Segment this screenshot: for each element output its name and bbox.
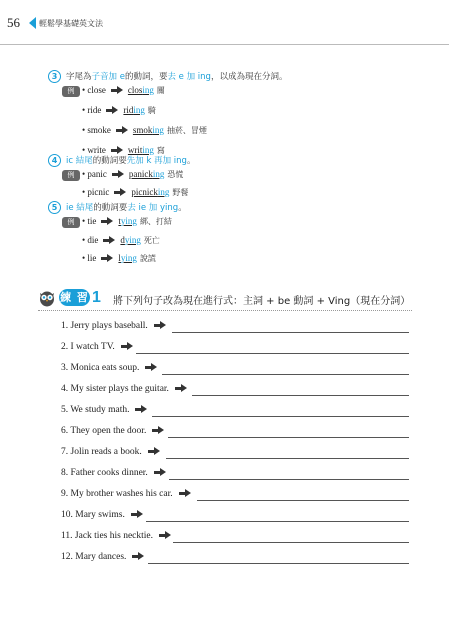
arrow-right-icon xyxy=(159,531,171,539)
arrow-right-icon xyxy=(101,254,113,262)
header-divider xyxy=(0,44,449,45)
practice-number: 1 xyxy=(92,289,101,306)
arrow-right-icon xyxy=(101,217,113,225)
arrow-right-icon xyxy=(111,86,123,94)
arrow-right-icon xyxy=(132,552,144,560)
question-3: 3. Monica eats soup. xyxy=(61,363,163,377)
question-10: 10. Mary swims. xyxy=(61,510,149,524)
question-11: 11. Jack ties his necktie. xyxy=(61,531,177,545)
question-9: 9. My brother washes his car. xyxy=(61,489,197,503)
example-panic: • panic panicking 恐慌 xyxy=(82,169,184,179)
practice-instruction: 將下列句子改為現在進行式：主詞 + be 動詞 + Ving（現在分詞） xyxy=(113,296,411,307)
rule-number: 4 xyxy=(48,154,61,167)
question-7: 7. Jolin reads a book. xyxy=(61,447,166,461)
answer-blank[interactable] xyxy=(172,332,409,333)
example-close: • close closing 關 xyxy=(82,85,165,95)
arrow-right-icon xyxy=(154,321,166,329)
question-5: 5. We study math. xyxy=(61,405,153,419)
rule-number: 3 xyxy=(48,70,61,83)
question-8: 8. Father cooks dinner. xyxy=(61,468,172,482)
example-write: • write writing 寫 xyxy=(82,145,165,155)
question-6: 6. They open the door. xyxy=(61,426,170,440)
arrow-right-icon xyxy=(121,342,133,350)
question-4: 4. My sister plays the guitar. xyxy=(61,384,193,398)
question-12: 12. Mary dances. xyxy=(61,552,150,566)
example-smoke: • smoke smoking 抽菸、冒煙 xyxy=(82,125,207,135)
header-triangle-icon xyxy=(29,17,36,29)
rule-number: 5 xyxy=(48,201,61,214)
arrow-right-icon xyxy=(131,510,143,518)
example-picnic: • picnic picnicking 野餐 xyxy=(82,187,189,197)
arrow-right-icon xyxy=(103,236,115,244)
answer-blank[interactable] xyxy=(152,416,409,417)
answer-blank[interactable] xyxy=(148,563,409,564)
example-badge: 例 xyxy=(62,217,80,228)
arrow-right-icon xyxy=(106,106,118,114)
example-die: • die dying 死亡 xyxy=(82,235,160,245)
arrow-right-icon xyxy=(135,405,147,413)
arrow-right-icon xyxy=(111,146,123,154)
dotted-divider xyxy=(38,310,412,311)
answer-blank[interactable] xyxy=(136,353,409,354)
rule-4-heading: 4 ic 結尾的動詞要先加 k 再加 ing。 xyxy=(48,154,195,167)
answer-blank[interactable] xyxy=(162,374,409,375)
question-2: 2. I watch TV. xyxy=(61,342,139,356)
answer-blank[interactable] xyxy=(166,458,409,459)
arrow-right-icon xyxy=(154,468,166,476)
answer-blank[interactable] xyxy=(168,437,409,438)
owl-icon xyxy=(38,289,56,307)
arrow-right-icon xyxy=(179,489,191,497)
rule-3-heading: 3 字尾為子音加 e的動詞，要去 e 加 ing，以成為現在分詞。 xyxy=(48,70,287,83)
answer-blank[interactable] xyxy=(173,542,409,543)
arrow-right-icon xyxy=(114,188,126,196)
arrow-right-icon xyxy=(152,426,164,434)
arrow-right-icon xyxy=(148,447,160,455)
answer-blank[interactable] xyxy=(169,479,409,480)
arrow-right-icon xyxy=(145,363,157,371)
example-lie: • lie lying 說謊 xyxy=(82,253,156,263)
example-badge: 例 xyxy=(62,86,80,97)
answer-blank[interactable] xyxy=(197,500,409,501)
practice-badge: 練 習 xyxy=(60,291,89,304)
answer-blank[interactable] xyxy=(146,521,409,522)
book-title: 輕鬆學基礎英文法 xyxy=(39,19,103,28)
example-badge: 例 xyxy=(62,170,80,181)
practice-header xyxy=(38,288,428,308)
page-number: 56 xyxy=(7,15,20,30)
answer-blank[interactable] xyxy=(192,395,409,396)
arrow-right-icon xyxy=(116,126,128,134)
example-tie: • tie tying 綁、打結 xyxy=(82,216,172,226)
arrow-right-icon xyxy=(112,170,124,178)
example-ride: • ride riding 騎 xyxy=(82,105,156,115)
arrow-right-icon xyxy=(175,384,187,392)
page-header xyxy=(0,14,449,34)
rule-5-heading: 5 ie 結尾的動詞要去 ie 加 ying。 xyxy=(48,201,187,214)
question-1: 1. Jerry plays baseball. xyxy=(61,321,172,335)
